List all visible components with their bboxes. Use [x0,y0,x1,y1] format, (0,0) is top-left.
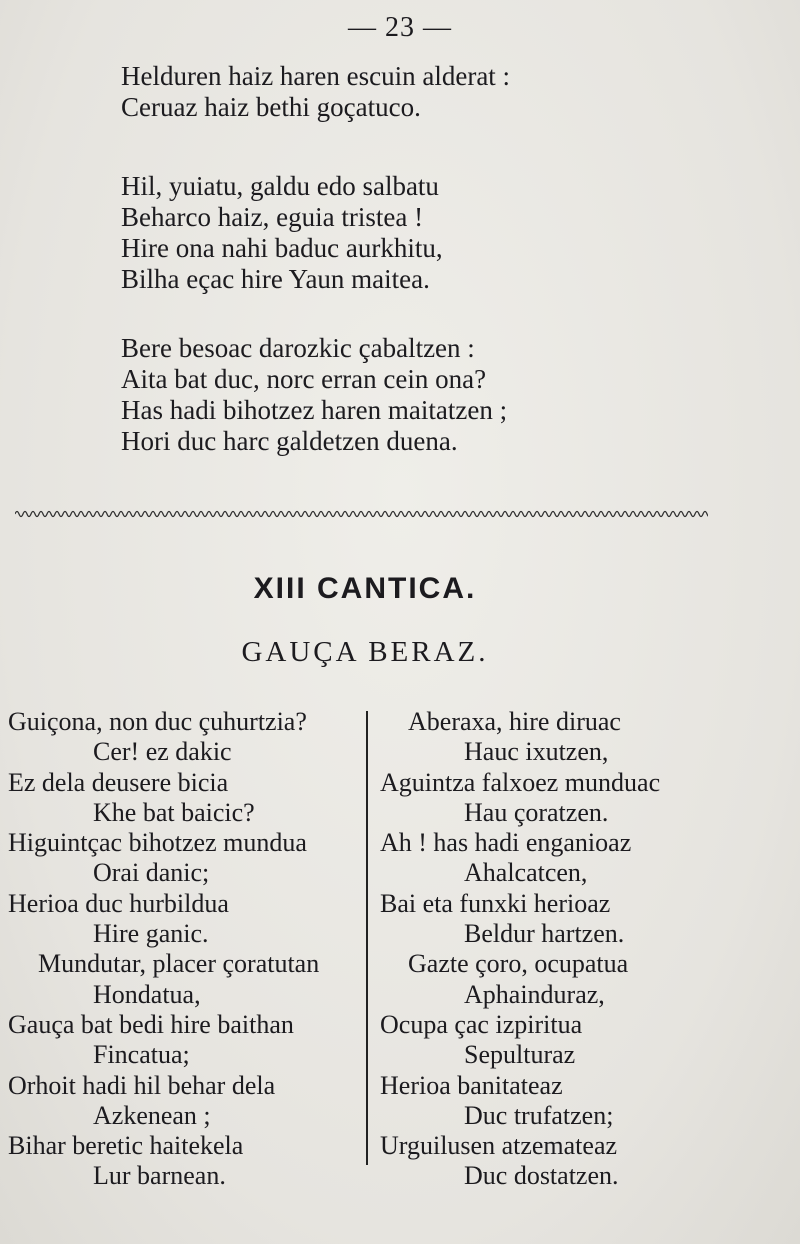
verse-line: Khe bat baicic? [93,797,255,827]
verse-line: Hori duc harc galdetzen duena. [121,426,458,456]
verse-line: Azkenean ; [93,1100,211,1130]
verse-line: Guiçona, non duc çuhurtzia? [8,707,307,736]
verse-line: Aberaxa, hire diruac [408,707,621,736]
verse-line: Aguintza falxoez munduac [380,767,661,797]
verse-line: Gazte çoro, ocupatua [408,949,629,979]
verse-line: Helduren haiz haren escuin alderat : [121,61,511,91]
verse-line: Herioa banitateaz [380,1070,563,1100]
page-number: — 23 — [348,12,452,43]
stanza-1 [121,61,510,123]
verse-line: Herioa duc hurbildua [8,888,229,918]
verse-line: Has hadi bihotzez haren maitatzen ; [121,395,508,425]
verse-line: Beharco haiz, eguia tristea ! [121,202,424,232]
verse-line: Hauc ixutzen, [464,737,609,767]
verse-line: Bai eta funxki herioaz [380,888,611,918]
verse-line: Aita bat duc, norc erran cein ona? [121,364,487,394]
stanza-2 [121,171,443,295]
verse-line: Ocupa çac izpiritua [380,1009,583,1039]
verse-line: Beldur hartzen. [464,919,625,949]
verse-line: Sepulturaz [464,1040,576,1070]
verse-line: Bere besoac darozkic çabaltzen : [121,333,475,363]
verse-line: Orai danic; [93,858,210,888]
verse-line: Ahalcatcen, [464,858,588,888]
verse-line: Duc trufatzen; [464,1100,614,1130]
verse-line: Ceruaz haiz bethi goçatuco. [121,92,421,122]
verse-line: Duc dostatzen. [464,1161,619,1191]
section-heading: XIII CANTICA. [253,572,477,605]
stanza-3 [121,333,507,457]
verse-line: Urguilusen atzemateaz [380,1131,618,1161]
verse-line: Cer! ez dakic [93,737,232,767]
wavy-divider [15,508,708,520]
verse-line: Hil, yuiatu, galdu edo salbatu [121,171,439,201]
verse-line: Hire ganic. [93,919,209,949]
verse-line: Bihar beretic haitekela [8,1131,244,1161]
verse-line: Hire ona nahi baduc aurkhitu, [121,233,443,263]
verse-line: Higuintçac bihotzez mundua [8,828,307,858]
verse-line: Gauça bat bedi hire baithan [8,1009,294,1039]
poem-column-right [380,707,710,1192]
verse-line: Ah ! has hadi enganioaz [380,828,632,858]
verse-line: Ez dela deusere bicia [8,767,229,797]
verse-line: Mundutar, placer çoratutan [38,949,320,979]
verse-line: Lur barnean. [93,1161,226,1191]
verse-line: Fincatua; [93,1040,190,1070]
verse-line: Aphainduraz, [464,979,605,1009]
verse-line: Hau çoratzen. [464,797,609,827]
verse-line: Hondatua, [93,979,201,1009]
verse-line: Bilha eçac hire Yaun maitea. [121,264,430,294]
section-subheading: GAUÇA BERAZ. [241,636,489,668]
poem-column-left [8,707,363,1192]
verse-line: Orhoit hadi hil behar dela [8,1070,276,1100]
column-divider [366,711,368,1165]
